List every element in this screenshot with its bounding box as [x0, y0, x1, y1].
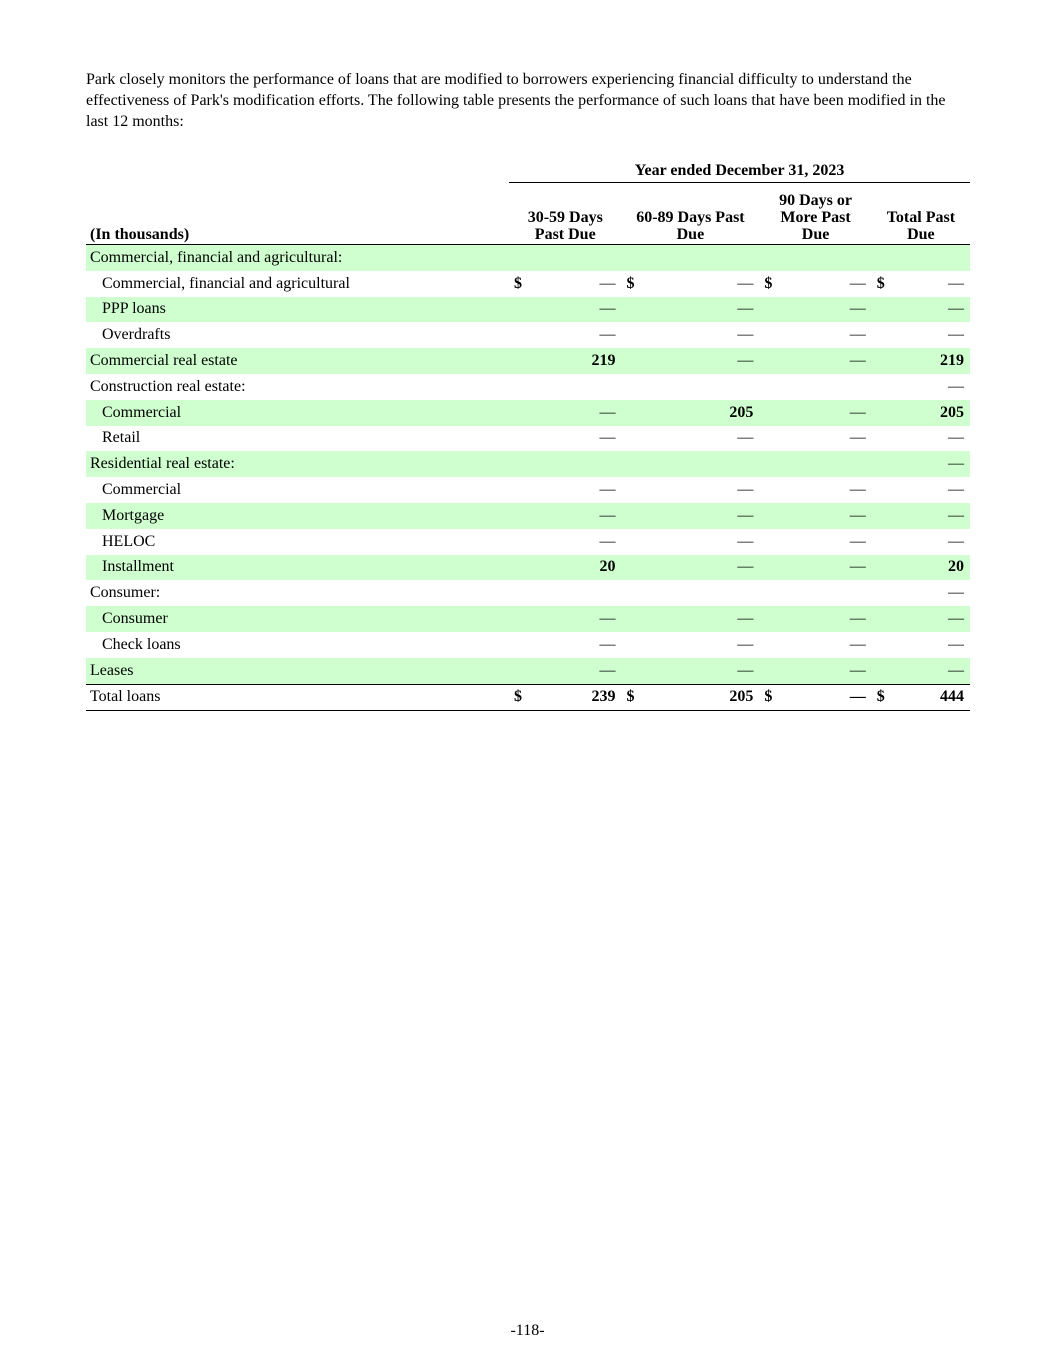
table-row	[86, 297, 970, 323]
row-label: Installment	[86, 555, 509, 581]
table-row	[86, 606, 970, 632]
row-value: —	[641, 658, 760, 684]
row-value	[528, 374, 621, 400]
row-value: 20	[528, 555, 621, 581]
column-header-total: Total Past Due	[872, 183, 970, 245]
row-value: —	[528, 606, 621, 632]
currency-symbol: $	[626, 274, 635, 292]
total-row	[86, 684, 970, 711]
row-value	[528, 580, 621, 606]
row-value: —	[948, 584, 964, 602]
row-value	[528, 451, 621, 477]
row-value: —	[849, 429, 866, 447]
currency-symbol: $	[872, 684, 891, 711]
row-label: Commercial real estate	[86, 348, 509, 374]
row-label: Commercial	[102, 481, 182, 499]
row-value: —	[599, 274, 616, 292]
row-value: —	[948, 481, 964, 499]
row-value: —	[891, 606, 970, 632]
loan-modification-performance-table	[86, 159, 970, 711]
row-value: —	[891, 297, 970, 323]
table-row	[86, 245, 970, 271]
row-value	[779, 580, 872, 606]
row-value: —	[599, 635, 616, 653]
table-row	[86, 400, 970, 426]
row-value: —	[948, 326, 964, 344]
row-value	[779, 245, 872, 271]
table-row	[86, 632, 970, 658]
row-label: Commercial, financial and agricultural:	[86, 245, 509, 271]
row-value: —	[849, 326, 866, 344]
row-label: HELOC	[102, 532, 156, 550]
row-value: —	[891, 503, 970, 529]
row-label: Overdrafts	[102, 326, 171, 344]
row-value: —	[737, 429, 754, 447]
row-value: 205	[641, 684, 760, 711]
currency-symbol: $	[764, 274, 773, 292]
row-value: —	[528, 400, 621, 426]
row-value: —	[779, 658, 872, 684]
column-header-row	[86, 183, 970, 245]
row-value: —	[641, 297, 760, 323]
row-value	[779, 451, 872, 477]
row-value: —	[599, 326, 616, 344]
row-value: —	[737, 481, 754, 499]
row-value: —	[948, 429, 964, 447]
row-value	[528, 245, 621, 271]
row-value: —	[737, 532, 754, 550]
row-value	[641, 580, 760, 606]
row-value	[641, 245, 760, 271]
table-row	[86, 529, 970, 555]
row-value: —	[528, 658, 621, 684]
row-value: —	[779, 297, 872, 323]
row-value: —	[737, 274, 754, 292]
currency-symbol: $	[876, 274, 885, 292]
row-label: Residential real estate:	[86, 451, 509, 477]
row-label: Consumer:	[90, 584, 161, 602]
row-value: 219	[891, 348, 970, 374]
page-number: -118-	[510, 1322, 545, 1339]
row-value: —	[528, 297, 621, 323]
currency-symbol: $	[509, 684, 528, 711]
row-value: —	[779, 606, 872, 632]
row-value	[641, 451, 760, 477]
currency-symbol: $	[621, 684, 640, 711]
table-row	[86, 477, 970, 503]
label-column-header: (In thousands)	[86, 183, 509, 245]
row-value: —	[737, 326, 754, 344]
row-value: —	[599, 429, 616, 447]
table-row	[86, 374, 970, 400]
row-value: 205	[891, 400, 970, 426]
table-row	[86, 503, 970, 529]
table-row	[86, 451, 970, 477]
row-value: —	[737, 635, 754, 653]
table-row	[86, 348, 970, 374]
row-label: Total loans	[86, 684, 509, 711]
row-value: —	[948, 532, 964, 550]
column-header-60-89: 60-89 Days Past Due	[621, 183, 759, 245]
row-value: —	[641, 555, 760, 581]
row-value: —	[849, 532, 866, 550]
row-value: —	[528, 503, 621, 529]
row-value: 239	[528, 684, 621, 711]
column-header-90-plus: 90 Days or More Past Due	[759, 183, 871, 245]
table-row	[86, 658, 970, 684]
row-value: —	[599, 481, 616, 499]
table-row	[86, 426, 970, 452]
period-header-row	[86, 159, 970, 183]
row-value: —	[641, 503, 760, 529]
row-value: —	[849, 274, 866, 292]
table-row	[86, 271, 970, 297]
row-value: —	[849, 481, 866, 499]
row-label: Commercial, financial and agricultural	[102, 274, 350, 292]
row-value: 20	[891, 555, 970, 581]
row-value: —	[779, 555, 872, 581]
row-value: —	[641, 348, 760, 374]
row-value: —	[641, 606, 760, 632]
row-value	[891, 245, 970, 271]
row-value: —	[779, 684, 872, 711]
row-value: —	[948, 635, 964, 653]
row-value: —	[891, 658, 970, 684]
row-value: —	[849, 635, 866, 653]
row-label: Retail	[102, 429, 141, 447]
row-value: 444	[891, 684, 970, 711]
row-value: —	[948, 377, 964, 395]
period-header: Year ended December 31, 2023	[509, 159, 970, 183]
row-value: —	[599, 532, 616, 550]
row-value: —	[779, 503, 872, 529]
row-value: —	[779, 400, 872, 426]
currency-symbol: $	[514, 274, 523, 292]
row-label: Check loans	[102, 635, 181, 653]
row-value: —	[779, 348, 872, 374]
row-value: —	[948, 274, 964, 292]
currency-symbol: $	[759, 684, 778, 711]
table-row	[86, 580, 970, 606]
row-label: Leases	[86, 658, 509, 684]
row-value: —	[891, 451, 970, 477]
row-value	[641, 374, 760, 400]
row-label: PPP loans	[86, 297, 509, 323]
row-label: Consumer	[86, 606, 509, 632]
row-value: 219	[528, 348, 621, 374]
table-row	[86, 322, 970, 348]
row-label: Commercial	[86, 400, 509, 426]
table-row	[86, 555, 970, 581]
row-label: Mortgage	[86, 503, 509, 529]
row-label: Construction real estate:	[90, 377, 246, 395]
column-header-30-59: 30-59 Days Past Due	[509, 183, 621, 245]
row-value: 205	[641, 400, 760, 426]
row-value	[779, 374, 872, 400]
intro-paragraph: Park closely monitors the performance of loans that are modified to borrowers experiencing financial difficulty to understand the effectiveness of Park's modification efforts. The following table presents the performance of such loans that have been modified in the last 12 months:	[86, 71, 946, 130]
